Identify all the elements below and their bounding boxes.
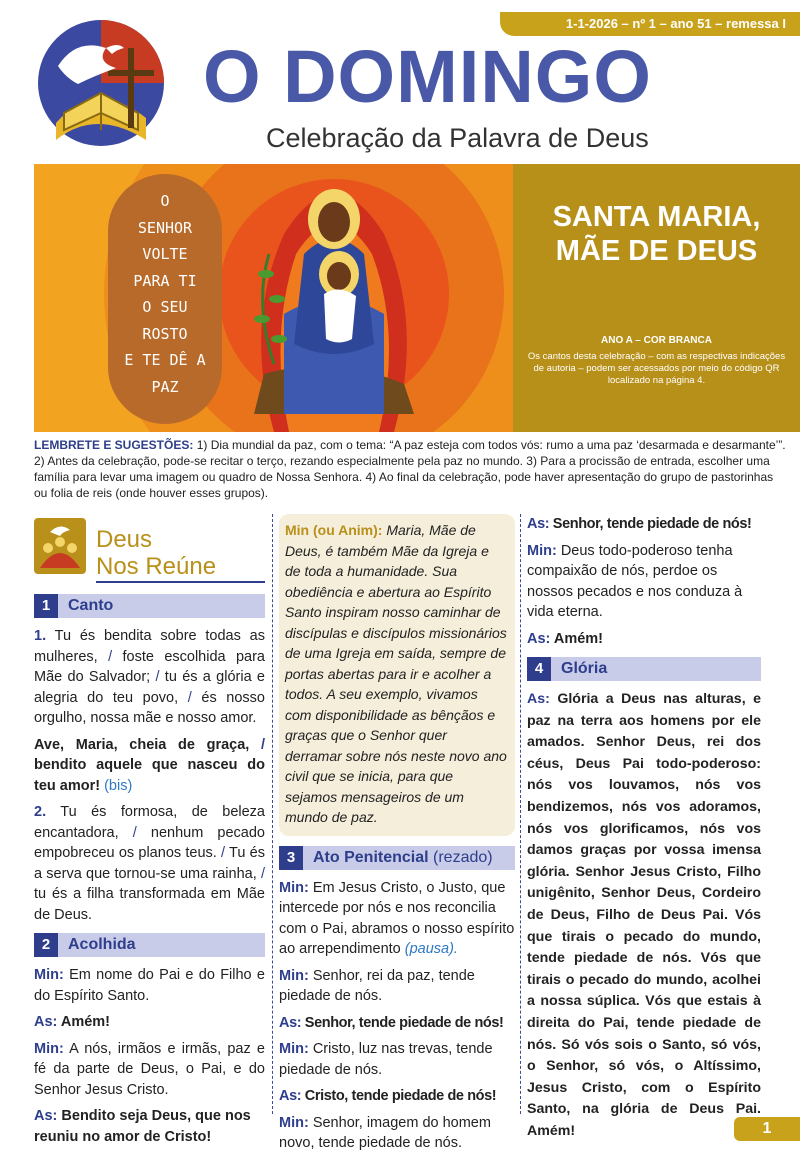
penitencial-line: Min: Cristo, luz nas trevas, tende piedade de nós. (279, 1041, 493, 1078)
section-title: Canto (58, 594, 265, 618)
issue-info: 1-1-2026 – nº 1 – ano 51 – remessa I (500, 12, 800, 36)
section-acolhida (34, 933, 265, 957)
section-title: Acolhida (58, 933, 265, 957)
dove-people-icon (34, 518, 86, 574)
section-gloria (527, 657, 761, 681)
verse-2: 2. Tu és formosa, de beleza encantadora, / nenhum pecado empobreceu os planos teus. / Tu és a serva que tornou-se uma rainha, / tu és a filha transformada em Mãe de Deus. (34, 804, 265, 923)
heading-rule (96, 581, 265, 583)
hero-banner (34, 164, 800, 432)
acolhida-line: Min: Em nome do Pai e do Filho e do Espírito Santo. (34, 967, 265, 1004)
column-1 (34, 514, 265, 1153)
liturgical-year: ANO A – COR BRANCA (601, 335, 712, 346)
introduction-box (279, 514, 515, 836)
section-title: Ato Penitencial (rezado) (303, 846, 515, 870)
column-divider (272, 514, 273, 1114)
section-number: 2 (34, 933, 58, 957)
absolution-line: Min: Deus todo-poderoso tenha compaixão de nós, perdoe os nossos pecados e nos conduza à vida eterna. (527, 542, 743, 620)
acolhida-line: As: Bendito seja Deus, que nos reuniu no amor de Cristo! (34, 1108, 251, 1145)
verse-1: 1. Tu és bendita sobre todas as mulheres, / foste escolhida para Mãe do Salvador; / tu és a glória e alegria do teu povo, / és nosso orgulho, nossa mãe e nosso amor. (34, 628, 265, 726)
acolhida-line: As: Amém! (34, 1014, 111, 1030)
section-ato-penitencial (279, 846, 515, 870)
madonna-illustration (34, 164, 513, 432)
section-canto (34, 594, 265, 618)
section-title: Glória (551, 657, 761, 681)
celebration-title: SANTA MARIA, MÃE DE DEUS (552, 201, 761, 267)
hero-title-panel (513, 164, 800, 432)
acolhida-line: Min: A nós, irmãos e irmãs, paz e fé da parte de Deus, o Pai, e do Senhor Jesus Cristo. (34, 1040, 265, 1098)
column-2 (279, 514, 515, 1158)
absolution-response: As: Amém! (527, 630, 604, 647)
lembrete-text: 1) Dia mundial da paz, com o tema: “A paz esteja com todos vós: rumo a uma paz ‘desarmada e desarmante’”. 2) Antes da celebração, pode-se recitar o terço, rezando especialmente pela paz no mundo. 3) Para a procissão de entrada, escolher uma família para levar uma imagem ou quadro de Nossa Senhora. 4) Ao final da celebração, pode haver apresentação do grupo de pastorinhas ou folia de reis (onde houver esses grupos). (34, 438, 786, 500)
column-3 (527, 514, 761, 1148)
introduction-text: Min (ou Anim): Maria, Mãe de Deus, é também Mãe da Igreja e de toda a humanidade. Sua obediência e abertura ao Espírito Santo inspiram nosso caminhar de discípulas e discípulos missionários de uma Igreja em saída, sempre de portas abertas para ir e acolher a todos. A seu exemplo, vivamos com disponibilidade as bênçãos e graças que o Senhor quer derramar sobre nós neste novo ano civil que se inicia, para que sejamos mensageiros de um mundo de paz. (285, 522, 507, 825)
penitencial-line: As: Senhor, tende piedade de nós! (527, 516, 752, 532)
section-number: 3 (279, 846, 303, 870)
deus-nos-reune-title: Deus Nos Reúne (96, 526, 217, 580)
penitencial-line: Min: Senhor, rei da paz, tende piedade de nós. (279, 967, 475, 1004)
penitencial-line: As: Cristo, tende piedade de nós! (279, 1088, 497, 1104)
masthead-title: O DOMINGO (203, 35, 652, 118)
gloria-text: As: Glória a Deus nas alturas, e paz na terra aos homens por ele amados. Senhor Deus, rei dos céus, Deus Pai todo-poderoso: nós vos louvamos, nós vos bendizemos, nós vos adoramos, nós vos glorificamos, nós vos damos graças por vossa imensa glória. Senhor Jesus Cristo, Filho unigênito, Senhor Deus, Cordeiro de Deus, Filho de Deus Pai. Vós que tirais o pecado do mundo, tende piedade de nós. Vós que tirais o pecado do mundo, acolhei a nossa súplica. Vós que estais à direita do Pai, tende piedade de nós. Só vós sois o Santo, só vós, o Senhor, só vós, o Altíssimo, Jesus Cristo, com o Espírito Santo, na glória de Deus Pai. Amém! (527, 691, 761, 1139)
o-domingo-logo (36, 18, 166, 148)
penitencial-line: As: Senhor, tende piedade de nós! (279, 1014, 504, 1031)
section-number: 4 (527, 657, 551, 681)
lembrete-section (34, 437, 786, 501)
page-number: 1 (734, 1117, 800, 1141)
section-number: 1 (34, 594, 58, 618)
hero-note: Os cantos desta celebração – com as respectivas indicações de autoria – podem ser acessados por meio do código QR localizado na página 4. (527, 351, 786, 386)
refrain: Ave, Maria, cheia de graça, / bendito aquele que nasceu do teu amor! (bis) (34, 736, 265, 794)
column-divider (520, 514, 521, 1114)
penitencial-line: Min: Senhor, imagem do homem novo, tende piedade de nós. (279, 1114, 491, 1151)
lembrete-label: LEMBRETE E SUGESTÕES: (34, 438, 194, 452)
masthead-subtitle: Celebração da Palavra de Deus (266, 123, 649, 153)
hero-banner-text: O SENHOR VOLTE PARA TI O SEU ROSTO E TE DÊ A PAZ (124, 192, 206, 396)
deus-nos-reune-heading (34, 514, 265, 584)
penitencial-line: Min: Em Jesus Cristo, o Justo, que intercede por nós e nos reconcilia com o Pai, abramos o nosso espírito ao arrependimento (pausa). (279, 879, 515, 957)
